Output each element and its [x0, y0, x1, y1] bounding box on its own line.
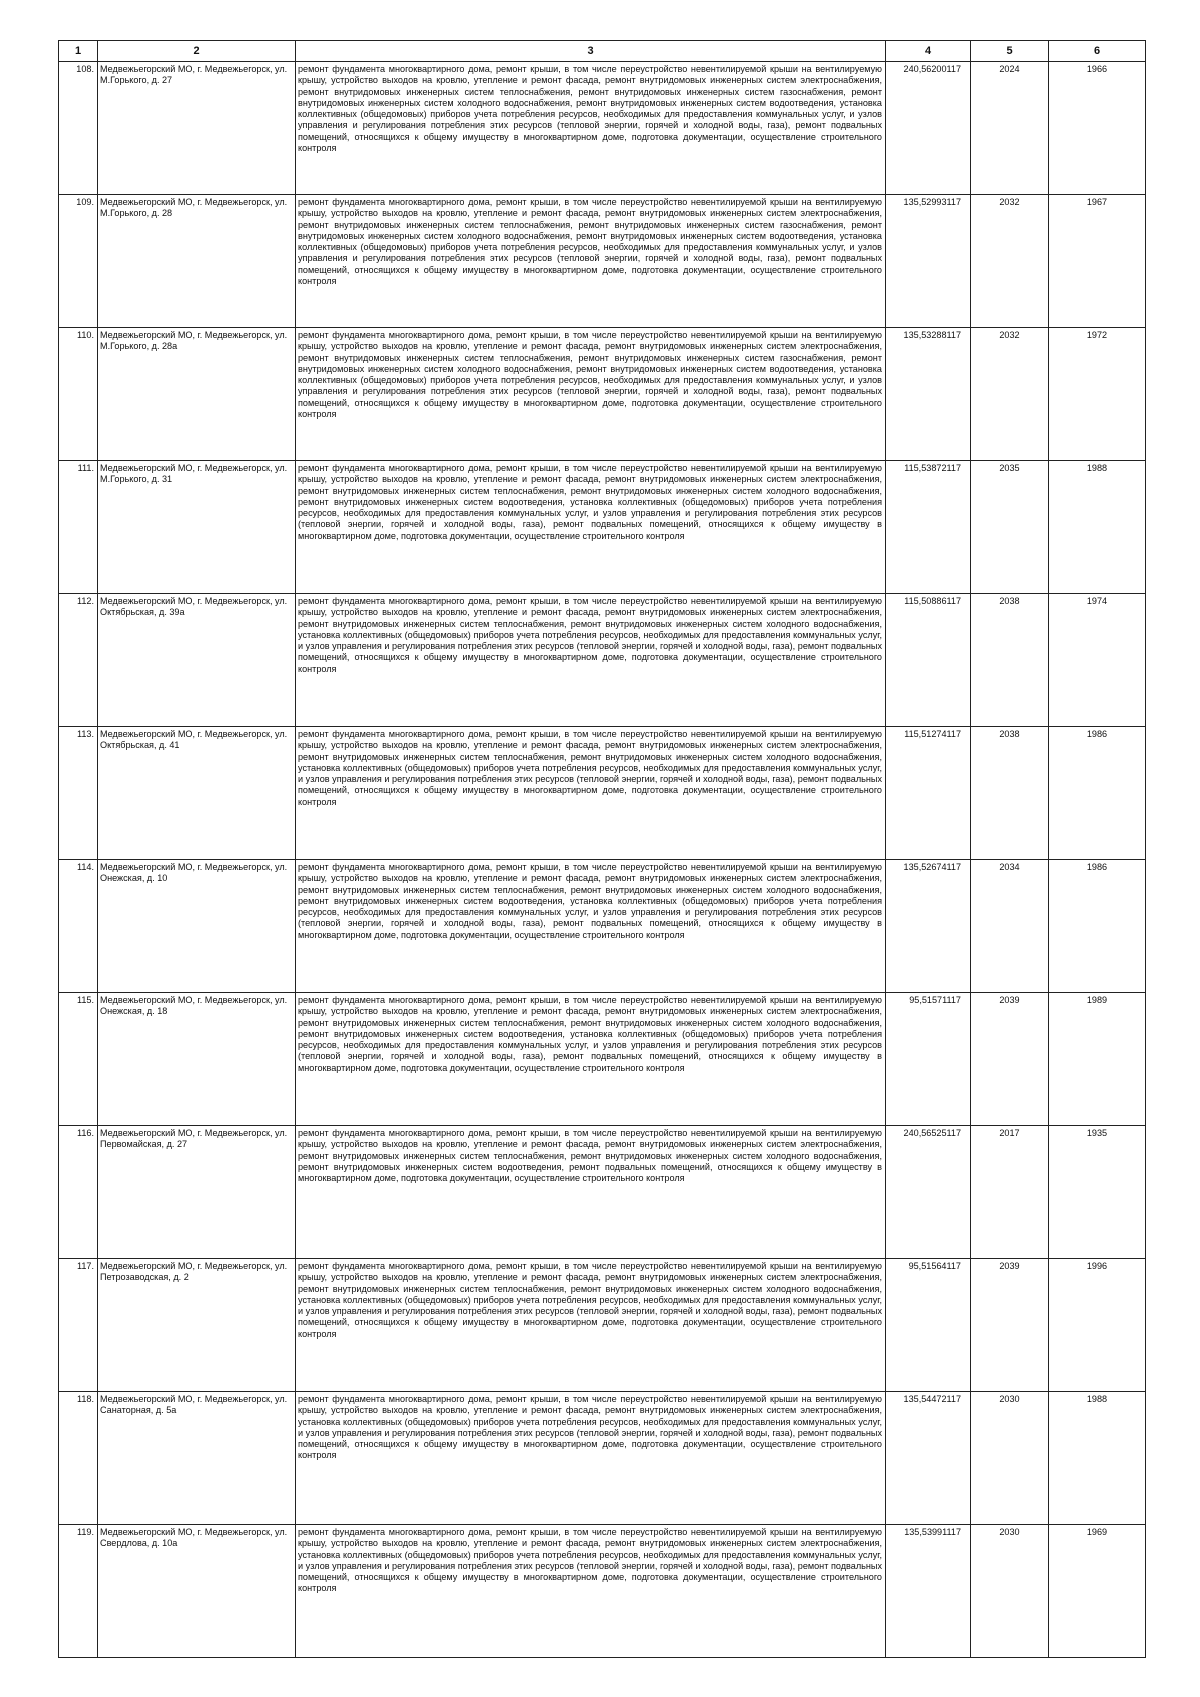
- row-number: 116.: [59, 1126, 98, 1259]
- works-description-cell: ремонт фундамента многоквартирного дома, ремонт крыши, в том числе переустройство невентилируемой крыши на вентилируемую крышу, устройство выходов на кровлю, утепление и ремонт фасада, ремонт внутридомовых инженерных систем электроснабжения, ремонт внутридомовых инженерных систем теплоснабжения, ремонт внутридомовых инженерных систем холодного водоснабжения, установка коллективных (общедомовых) приборов учета потребления ресурсов, необходимых для предоставления коммунальных услуг, и узлов управления и регулирования потребления этих ресурсов (тепловой энергии, горячей и холодной воды, газа), ремонт подвальных помещений, относящихся к общему имуществу в многоквартирном доме, подготовка документации, осуществление строительного контроля: [296, 594, 886, 727]
- header-col-1: 1: [59, 41, 98, 62]
- works-description-cell: ремонт фундамента многоквартирного дома, ремонт крыши, в том числе переустройство невентилируемой крыши на вентилируемую крышу, устройство выходов на кровлю, утепление и ремонт фасада, ремонт внутридомовых инженерных систем электроснабжения, ремонт внутридомовых инженерных систем теплоснабжения, ремонт внутридомовых инженерных систем холодного водоснабжения, установка коллективных (общедомовых) приборов учета потребления ресурсов, необходимых для предоставления коммунальных услуг, и узлов управления и регулирования потребления этих ресурсов (тепловой энергии, горячей и холодной воды, газа), ремонт подвальных помещений, относящихся к общему имуществу в многоквартирном доме, подготовка документации, осуществление строительного контроля: [296, 727, 886, 860]
- build-year-cell: 1986: [1049, 860, 1146, 993]
- address-cell: Медвежьегорский МО, г. Медвежьегорск, ул. М.Горького, д. 31: [98, 461, 296, 594]
- planned-year-cell: 2032: [971, 328, 1049, 461]
- works-description-cell: ремонт фундамента многоквартирного дома, ремонт крыши, в том числе переустройство невентилируемой крыши на вентилируемую крышу, устройство выходов на кровлю, утепление и ремонт фасада, ремонт внутридомовых инженерных систем электроснабжения, ремонт внутридомовых инженерных систем теплоснабжения, ремонт внутридомовых инженерных систем холодного водоснабжения, ремонт внутридомовых инженерных систем водоотведения, ремонт подвальных помещений, относящихся к общему имуществу в многоквартирном доме, подготовка документации, осуществление строительного контроля: [296, 1126, 886, 1259]
- planned-year-cell: 2030: [971, 1525, 1049, 1658]
- build-year-cell: 1996: [1049, 1259, 1146, 1392]
- address-cell: Медвежьегорский МО, г. Медвежьегорск, ул. Онежская, д. 18: [98, 993, 296, 1126]
- value-cell: 135,52674117: [886, 860, 971, 993]
- works-description-cell: ремонт фундамента многоквартирного дома, ремонт крыши, в том числе переустройство невентилируемой крыши на вентилируемую крышу, устройство выходов на кровлю, утепление и ремонт фасада, ремонт внутридомовых инженерных систем электроснабжения, ремонт внутридомовых инженерных систем теплоснабжения, ремонт внутридомовых инженерных систем холодного водоснабжения, ремонт внутридомовых инженерных систем водоотведения, установка коллективных (общедомовых) приборов учета потребления ресурсов, необходимых для предоставления коммунальных услуг, и узлов управления и регулирования потребления этих ресурсов (тепловой энергии, горячей и холодной воды, газа), ремонт подвальных помещений, относящихся к общему имуществу в многоквартирном доме, подготовка документации, осуществление строительного контроля: [296, 860, 886, 993]
- works-description-cell: ремонт фундамента многоквартирного дома, ремонт крыши, в том числе переустройство невентилируемой крыши на вентилируемую крышу, устройство выходов на кровлю, утепление и ремонт фасада, ремонт внутридомовых инженерных систем электроснабжения, ремонт внутридомовых инженерных систем теплоснабжения, ремонт внутридомовых инженерных систем холодного водоснабжения, ремонт внутридомовых инженерных систем водоотведения, установка коллективных (общедомовых) приборов учета потребления ресурсов, необходимых для предоставления коммунальных услуг, и узлов управления и регулирования потребления этих ресурсов (тепловой энергии, горячей и холодной воды, газа), ремонт подвальных помещений, относящихся к общему имуществу в многоквартирном доме, подготовка документации, осуществление строительного контроля: [296, 993, 886, 1126]
- planned-year-cell: 2038: [971, 594, 1049, 727]
- value-cell: 135,53991117: [886, 1525, 971, 1658]
- build-year-cell: 1972: [1049, 328, 1146, 461]
- build-year-cell: 1967: [1049, 195, 1146, 328]
- row-number: 109.: [59, 195, 98, 328]
- row-number: 114.: [59, 860, 98, 993]
- address-cell: Медвежьегорский МО, г. Медвежьегорск, ул. М.Горького, д. 28а: [98, 328, 296, 461]
- address-cell: Медвежьегорский МО, г. Медвежьегорск, ул. М.Горького, д. 28: [98, 195, 296, 328]
- header-col-3: 3: [296, 41, 886, 62]
- value-cell: 115,51274117: [886, 727, 971, 860]
- header-col-4: 4: [886, 41, 971, 62]
- table-row: [59, 1525, 1146, 1658]
- row-number: 115.: [59, 993, 98, 1126]
- address-cell: Медвежьегорский МО, г. Медвежьегорск, ул. М.Горького, д. 27: [98, 62, 296, 195]
- planned-year-cell: 2024: [971, 62, 1049, 195]
- value-cell: 240,56525117: [886, 1126, 971, 1259]
- planned-year-cell: 2032: [971, 195, 1049, 328]
- header-col-6: 6: [1049, 41, 1146, 62]
- header-row: [59, 41, 1146, 62]
- build-year-cell: 1989: [1049, 993, 1146, 1126]
- works-description-cell: ремонт фундамента многоквартирного дома, ремонт крыши, в том числе переустройство невентилируемой крыши на вентилируемую крышу, устройство выходов на кровлю, утепление и ремонт фасада, ремонт внутридомовых инженерных систем электроснабжения, ремонт внутридомовых инженерных систем теплоснабжения, ремонт внутридомовых инженерных систем газоснабжения, ремонт внутридомовых инженерных систем холодного водоснабжения, ремонт внутридомовых инженерных систем водоотведения, установка коллективных (общедомовых) приборов учета потребления ресурсов, необходимых для предоставления коммунальных услуг, и узлов управления и регулирования потребления этих ресурсов (тепловой энергии, горячей и холодной воды, газа), ремонт подвальных помещений, относящихся к общему имуществу в многоквартирном доме, подготовка документации, осуществление строительного контроля: [296, 328, 886, 461]
- works-description-cell: ремонт фундамента многоквартирного дома, ремонт крыши, в том числе переустройство невентилируемой крыши на вентилируемую крышу, устройство выходов на кровлю, утепление и ремонт фасада, ремонт внутридомовых инженерных систем электроснабжения, ремонт внутридомовых инженерных систем теплоснабжения, ремонт внутридомовых инженерных систем холодного водоснабжения, установка коллективных (общедомовых) приборов учета потребления ресурсов, необходимых для предоставления коммунальных услуг, и узлов управления и регулирования потребления этих ресурсов (тепловой энергии, горячей и холодной воды, газа), ремонт подвальных помещений, относящихся к общему имуществу в многоквартирном доме, подготовка документации, осуществление строительного контроля: [296, 1259, 886, 1392]
- table-row: [59, 860, 1146, 993]
- planned-year-cell: 2035: [971, 461, 1049, 594]
- build-year-cell: 1969: [1049, 1525, 1146, 1658]
- planned-year-cell: 2030: [971, 1392, 1049, 1525]
- table-row: [59, 727, 1146, 860]
- address-cell: Медвежьегорский МО, г. Медвежьегорск, ул. Свердлова, д. 10а: [98, 1525, 296, 1658]
- row-number: 111.: [59, 461, 98, 594]
- header-col-5: 5: [971, 41, 1049, 62]
- planned-year-cell: 2017: [971, 1126, 1049, 1259]
- works-description-cell: ремонт фундамента многоквартирного дома, ремонт крыши, в том числе переустройство невентилируемой крыши на вентилируемую крышу, устройство выходов на кровлю, утепление и ремонт фасада, ремонт внутридомовых инженерных систем электроснабжения, установка коллективных (общедомовых) приборов учета потребления ресурсов, необходимых для предоставления коммунальных услуг, и узлов управления и регулирования потребления этих ресурсов (тепловой энергии, горячей и холодной воды, газа), ремонт подвальных помещений, относящихся к общему имуществу в многоквартирном доме, подготовка документации, осуществление строительного контроля: [296, 1525, 886, 1658]
- works-description-cell: ремонт фундамента многоквартирного дома, ремонт крыши, в том числе переустройство невентилируемой крыши на вентилируемую крышу, устройство выходов на кровлю, утепление и ремонт фасада, ремонт внутридомовых инженерных систем электроснабжения, ремонт внутридомовых инженерных систем теплоснабжения, ремонт внутридомовых инженерных систем газоснабжения, ремонт внутридомовых инженерных систем холодного водоснабжения, ремонт внутридомовых инженерных систем водоотведения, установка коллективных (общедомовых) приборов учета потребления ресурсов, необходимых для предоставления коммунальных услуг, и узлов управления и регулирования потребления этих ресурсов (тепловой энергии, горячей и холодной воды, газа), ремонт подвальных помещений, относящихся к общему имуществу в многоквартирном доме, подготовка документации, осуществление строительного контроля: [296, 62, 886, 195]
- address-cell: Медвежьегорский МО, г. Медвежьегорск, ул. Первомайская, д. 27: [98, 1126, 296, 1259]
- table-row: [59, 461, 1146, 594]
- build-year-cell: 1935: [1049, 1126, 1146, 1259]
- planned-year-cell: 2039: [971, 993, 1049, 1126]
- address-cell: Медвежьегорский МО, г. Медвежьегорск, ул. Санаторная, д. 5а: [98, 1392, 296, 1525]
- row-number: 117.: [59, 1259, 98, 1392]
- value-cell: 135,54472117: [886, 1392, 971, 1525]
- works-description-cell: ремонт фундамента многоквартирного дома, ремонт крыши, в том числе переустройство невентилируемой крыши на вентилируемую крышу, устройство выходов на кровлю, утепление и ремонт фасада, ремонт внутридомовых инженерных систем электроснабжения, ремонт внутридомовых инженерных систем теплоснабжения, ремонт внутридомовых инженерных систем газоснабжения, ремонт внутридомовых инженерных систем холодного водоснабжения, ремонт внутридомовых инженерных систем водоотведения, установка коллективных (общедомовых) приборов учета потребления ресурсов, необходимых для предоставления коммунальных услуг, и узлов управления и регулирования потребления этих ресурсов (тепловой энергии, горячей и холодной воды, газа), ремонт подвальных помещений, относящихся к общему имуществу в многоквартирном доме, подготовка документации, осуществление строительного контроля: [296, 195, 886, 328]
- table-row: [59, 195, 1146, 328]
- build-year-cell: 1988: [1049, 1392, 1146, 1525]
- table-row: [59, 594, 1146, 727]
- table-row: [59, 62, 1146, 195]
- header-col-2: 2: [98, 41, 296, 62]
- build-year-cell: 1986: [1049, 727, 1146, 860]
- row-number: 108.: [59, 62, 98, 195]
- row-number: 119.: [59, 1525, 98, 1658]
- capital-repair-table: [58, 40, 1146, 1658]
- works-description-cell: ремонт фундамента многоквартирного дома, ремонт крыши, в том числе переустройство невентилируемой крыши на вентилируемую крышу, устройство выходов на кровлю, утепление и ремонт фасада, ремонт внутридомовых инженерных систем электроснабжения, установка коллективных (общедомовых) приборов учета потребления ресурсов, необходимых для предоставления коммунальных услуг, и узлов управления и регулирования потребления этих ресурсов (тепловой энергии, горячей и холодной воды, газа), ремонт подвальных помещений, относящихся к общему имуществу в многоквартирном доме, подготовка документации, осуществление строительного контроля: [296, 1392, 886, 1525]
- address-cell: Медвежьегорский МО, г. Медвежьегорск, ул. Петрозаводская, д. 2: [98, 1259, 296, 1392]
- build-year-cell: 1988: [1049, 461, 1146, 594]
- row-number: 110.: [59, 328, 98, 461]
- row-number: 112.: [59, 594, 98, 727]
- value-cell: 115,53872117: [886, 461, 971, 594]
- planned-year-cell: 2039: [971, 1259, 1049, 1392]
- value-cell: 95,51571117: [886, 993, 971, 1126]
- table-row: [59, 993, 1146, 1126]
- value-cell: 135,53288117: [886, 328, 971, 461]
- build-year-cell: 1966: [1049, 62, 1146, 195]
- table-row: [59, 328, 1146, 461]
- value-cell: 240,56200117: [886, 62, 971, 195]
- table-row: [59, 1392, 1146, 1525]
- address-cell: Медвежьегорский МО, г. Медвежьегорск, ул. Октябрьская, д. 39а: [98, 594, 296, 727]
- address-cell: Медвежьегорский МО, г. Медвежьегорск, ул. Октябрьская, д. 41: [98, 727, 296, 860]
- table-row: [59, 1126, 1146, 1259]
- planned-year-cell: 2038: [971, 727, 1049, 860]
- value-cell: 115,50886117: [886, 594, 971, 727]
- value-cell: 95,51564117: [886, 1259, 971, 1392]
- value-cell: 135,52993117: [886, 195, 971, 328]
- planned-year-cell: 2034: [971, 860, 1049, 993]
- works-description-cell: ремонт фундамента многоквартирного дома, ремонт крыши, в том числе переустройство невентилируемой крыши на вентилируемую крышу, устройство выходов на кровлю, утепление и ремонт фасада, ремонт внутридомовых инженерных систем электроснабжения, ремонт внутридомовых инженерных систем теплоснабжения, ремонт внутридомовых инженерных систем холодного водоснабжения, ремонт внутридомовых инженерных систем водоотведения, установка коллективных (общедомовых) приборов учета потребления ресурсов, необходимых для предоставления коммунальных услуг, и узлов управления и регулирования потребления этих ресурсов (тепловой энергии, горячей и холодной воды, газа), ремонт подвальных помещений, относящихся к общему имуществу в многоквартирном доме, подготовка документации, осуществление строительного контроля: [296, 461, 886, 594]
- build-year-cell: 1974: [1049, 594, 1146, 727]
- row-number: 113.: [59, 727, 98, 860]
- table-row: [59, 1259, 1146, 1392]
- address-cell: Медвежьегорский МО, г. Медвежьегорск, ул. Онежская, д. 10: [98, 860, 296, 993]
- row-number: 118.: [59, 1392, 98, 1525]
